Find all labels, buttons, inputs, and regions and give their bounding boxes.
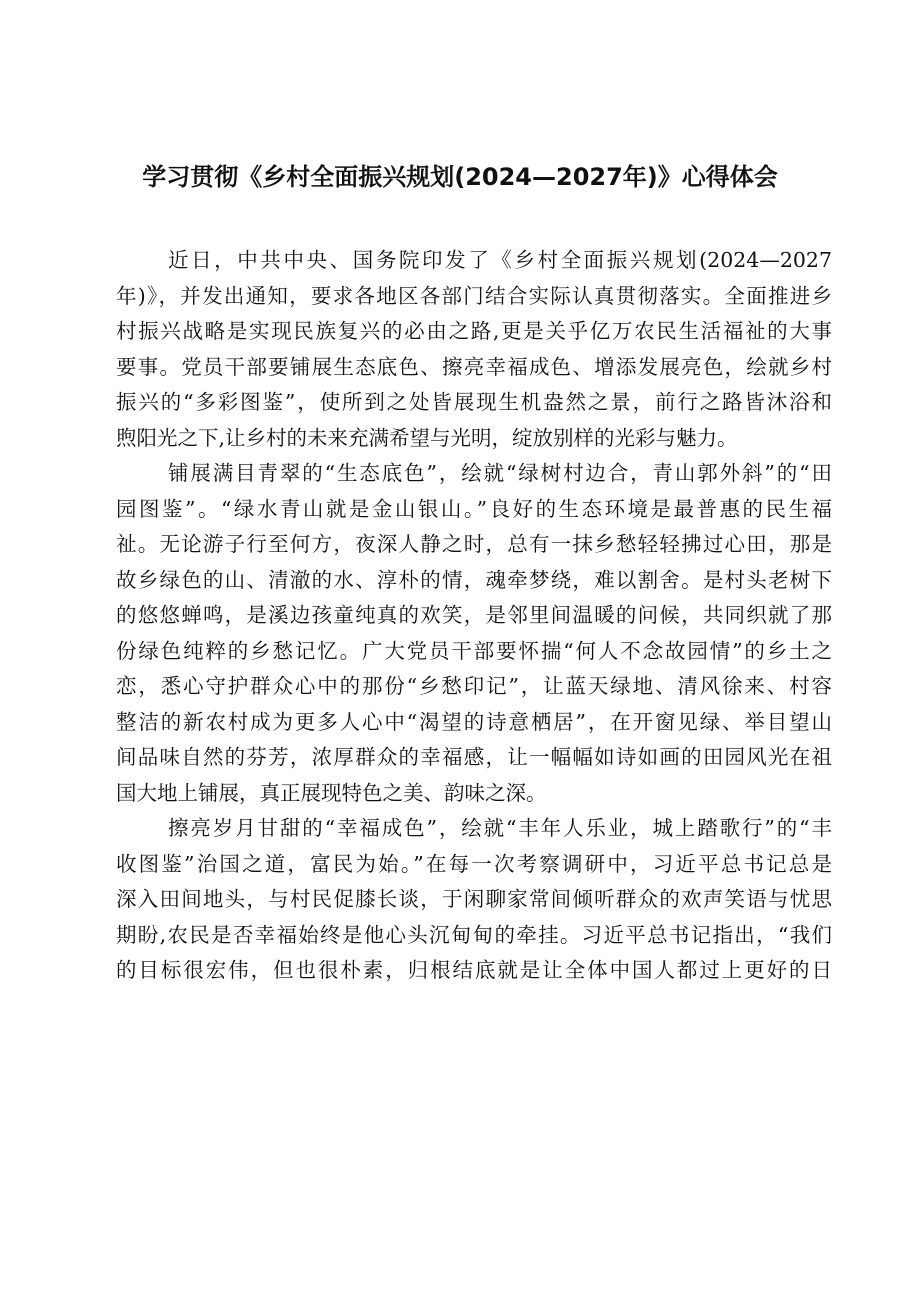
paragraph-line: 园图鉴”。“绿水青山就是金山银山。”良好的生态环境是最普惠的民生福 — [116, 496, 832, 521]
document-body — [116, 243, 832, 989]
paragraph-line: 恋，悉心守护群众心中的那份“乡愁印记”，让蓝天绿地、清风徐来、村容 — [116, 674, 832, 698]
paragraph-line: 的目标很宏伟，但也很朴素，归根结底就是让全体中国人都过上更好的日 — [116, 958, 832, 982]
paragraph-line: 铺展满目青翠的“生态底色”，绘就“绿树村边合，青山郭外斜”的“田 — [168, 461, 832, 485]
paragraph-line: 收图鉴”治国之道，富民为始。”在每一次考察调研中，习近平总书记总是 — [116, 851, 832, 876]
paragraph-line: 擦亮岁月甘甜的“幸福成色”，绘就“丰年人乐业，城上踏歌行”的“丰 — [168, 816, 832, 840]
paragraph-line: 煦阳光之下,让乡村的未来充满希望与光明，绽放别样的光彩与魅力。 — [116, 425, 738, 450]
paragraph-line: 间品味自然的芬芳，浓厚群众的幸福感，让一幅幅如诗如画的田园风光在祖 — [116, 745, 832, 769]
paragraph-line: 份绿色纯粹的乡愁记忆。广大党员干部要怀揣“何人不念故园情”的乡土之 — [116, 638, 832, 663]
paragraph-line: 振兴的“多彩图鉴”，使所到之处皆展现生机盎然之景，前行之路皆沐浴和 — [116, 390, 832, 414]
paragraph-line: 的悠悠蝉鸣，是溪边孩童纯真的欢笑，是邻里间温暖的问候，共同织就了那 — [116, 603, 832, 627]
paragraph — [116, 456, 832, 811]
paragraph — [116, 811, 832, 989]
paragraph-line: 祉。无论游子行至何方，夜深人静之时，总有一抹乡愁轻轻拂过心田，那是 — [116, 532, 832, 556]
paragraph-line: 期盼,农民是否幸福始终是他心头沉甸甸的牵挂。习近平总书记指出，“我们 — [116, 922, 832, 947]
document-title: 学习贯彻《乡村全面振兴规划(2024—2027年)》心得体会 — [142, 163, 778, 191]
paragraph-line: 国大地上铺展，真正展现特色之美、韵味之深。 — [116, 780, 547, 805]
paragraph — [116, 243, 832, 456]
paragraph-line: 深入田间地头，与村民促膝长谈，于闲聊家常间倾听群众的欢声笑语与忧思 — [116, 887, 832, 911]
paragraph-line: 故乡绿色的山、清澈的水、淳朴的情，魂牵梦绕，难以割舍。是村头老树下 — [116, 567, 832, 592]
paragraph-line: 村振兴战略是实现民族复兴的必由之路,更是关乎亿万农民生活福祉的大事 — [116, 319, 832, 343]
paragraph-line: 要事。党员干部要铺展生态底色、擦亮幸福成色、增添发展亮色，绘就乡村 — [116, 354, 832, 379]
paragraph-line: 整洁的新农村成为更多人心中“渴望的诗意栖居”，在开窗见绿、举目望山 — [116, 709, 832, 734]
paragraph-line: 年)》，并发出通知，要求各地区各部门结合实际认真贯彻落实。全面推进乡 — [116, 283, 832, 308]
paragraph-line: 近日，中共中央、国务院印发了《乡村全面振兴规划(2024—2027 — [168, 248, 832, 272]
